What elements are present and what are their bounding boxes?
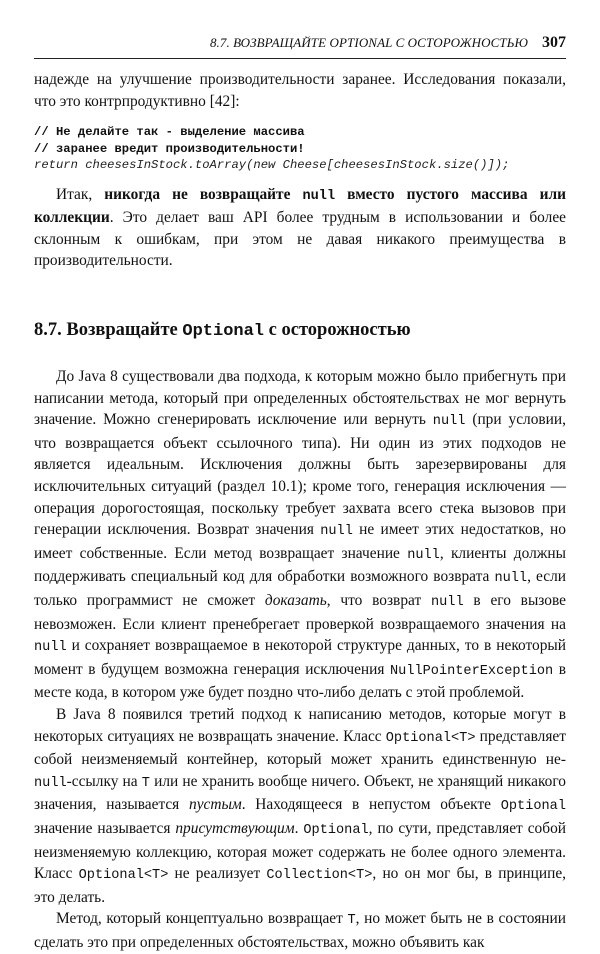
body-paragraph-2 <box>34 704 566 908</box>
text-run: . Это делает ваш API более трудным в использовании и более склонным к ошибкам, при этом не давая никакого преимущества в производительности. <box>34 209 566 270</box>
code-run: Optional<T> <box>78 868 169 884</box>
code-run: T <box>141 775 150 791</box>
body-paragraph-3 <box>34 908 566 953</box>
code-listing <box>34 124 566 174</box>
code-run: null <box>34 775 67 791</box>
text-run: Итак, <box>56 185 105 203</box>
text-run: не имеет этих недостатков, но имеет собственные. Если метод возвращает значение <box>34 521 566 562</box>
text-run: . Находящееся в непустом объекте <box>241 796 501 814</box>
conclusion-paragraph <box>34 184 566 272</box>
bold-run: никогда не возвращайте <box>104 185 303 203</box>
code-comment-line-2: // заранее вредит производительности! <box>34 141 305 156</box>
code-run: null <box>432 414 466 430</box>
text-run: и сохраняет возвращаемое в некоторой структуре данных, то в некоторый момент в будущем возможна генерация исключения <box>34 637 566 678</box>
code-run: null <box>430 595 464 610</box>
text-run: значение называется <box>34 819 176 837</box>
intro-paragraph: надежде на улучшение производительности заранее. Исследования показали, что это контрпродуктивно [42]: <box>34 71 566 110</box>
running-header <box>34 34 566 59</box>
code-run: Optional <box>303 822 369 838</box>
heading-text: 8.7. Возвращайте <box>34 320 183 341</box>
text-run: . <box>294 819 304 837</box>
section-heading <box>34 318 566 344</box>
code-run: T <box>347 913 356 929</box>
code-run: null <box>34 640 67 656</box>
text-run: представляет собой неизменяемый контейнер, который может хранить единственную не- <box>34 727 566 769</box>
text-run: Метод, который концептуально возвращает <box>56 910 348 928</box>
text-run: в его вызове невозможен. Если клиент пренебрегает проверкой возвращаемого значения на <box>34 592 566 633</box>
running-title: 8.7. ВОЗВРАЩАЙТЕ OPTIONAL С ОСТОРОЖНОСТЬЮ <box>209 35 528 50</box>
code-run: Collection<T> <box>266 868 373 884</box>
code-comment-line-1: // Не делайте так - выделение массива <box>34 125 305 140</box>
text-run: В Java 8 появился третий подход к написанию методов, которые могут в некоторых ситуациях не возвращать значение. Класс <box>34 705 566 745</box>
page-number: 307 <box>542 34 566 51</box>
text-run: не реализует <box>168 865 267 883</box>
body-paragraph-1 <box>34 366 566 704</box>
text-run: , но может быть не в состоянии сделать это при определенных обстоятельствах, можно объявить как <box>34 910 566 951</box>
heading-text: с осторожностью <box>264 320 411 341</box>
code-run: null <box>407 547 440 563</box>
text-run: (при условии, что возвращается объект ссылочного типа). Ни один из этих подходов не является идеальным. Исключения должны быть зарезервированы для исключительных ситуаций (раздел 10.1); кроме того, генерация исключения — операция дорогостоящая, поскольку требует захвата всего стека вызовов при генерации исключения. Возврат значения <box>34 411 567 539</box>
text-run: , клиенты должны поддерживать специальный код для обработки возможного возврата <box>34 544 566 586</box>
text-run: , но он мог бы, в принципе, это делать. <box>34 865 567 906</box>
text-run: , если только программист не сможет <box>34 568 566 609</box>
code-run: null <box>302 188 336 204</box>
text-run: в месте кода, в котором уже будет поздно что-либо делать с этой проблемой. <box>34 660 566 702</box>
text-run: или не хранить вообще ничего. Объект, не хранящий никакого значения, называется <box>34 772 566 814</box>
italic-run: пустым <box>189 796 242 814</box>
text-run: -ссылку на <box>66 772 142 790</box>
code-run: null <box>494 571 528 587</box>
text-run: , по сути, представляет собой неизменяемую коллекцию, которая может содержать не более одного элемента. Класс <box>34 819 566 883</box>
heading-code: Optional <box>182 322 265 342</box>
text-run: До Java 8 существовали два подхода, к которым можно было прибегнуть при написании метода, который при определенных обстоятельствах не мог вернуть значение. Можно сгенерировать исключение или вернуть <box>34 368 566 429</box>
italic-run: доказать <box>264 592 327 609</box>
code-statement-line: return cheesesInStock.toArray(new Cheese[cheesesInStock.size()]); <box>34 158 510 173</box>
code-run: NullPointerException <box>390 663 554 679</box>
code-run: Optional<T> <box>385 730 476 746</box>
bold-run: вместо пустого массива или коллекции <box>34 185 566 227</box>
code-run: Optional <box>500 799 566 815</box>
text-run: , что возврат <box>326 592 431 609</box>
italic-run: присутствующим <box>175 819 295 837</box>
code-run: null <box>320 524 353 540</box>
